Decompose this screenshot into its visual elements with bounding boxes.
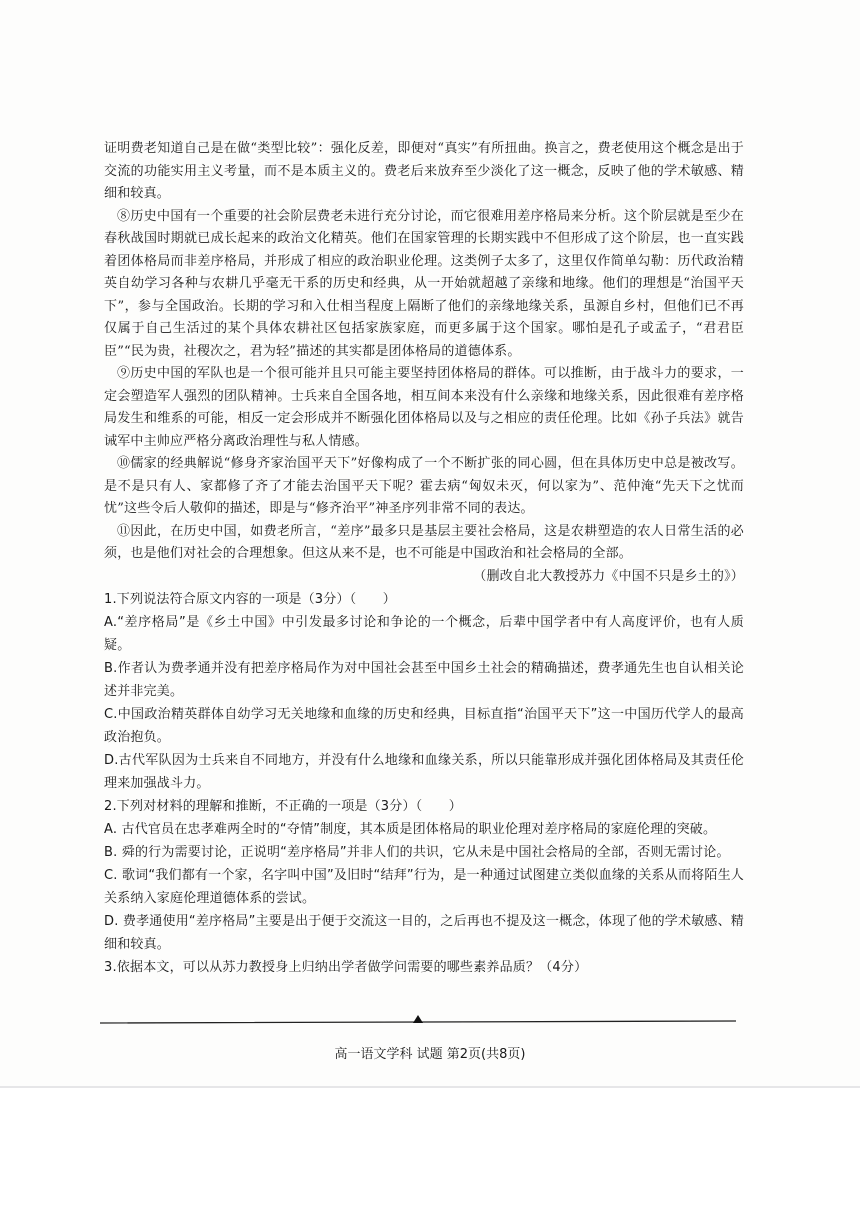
- source-citation: （删改自北大教授苏力《中国不只是乡土的》）: [473, 568, 744, 584]
- page-content: [104, 138, 744, 979]
- question-1-option-c: C.中国政治精英群体自幼学习无关地缘和血缘的历史和经典，目标直指“治国平天下”这一中国历代学人的最高政治抱负。: [104, 707, 744, 745]
- paragraph-10: ⑩儒家的经典解说“修身齐家治国平天下”好像构成了一个不断扩张的同心圆，但在具体历史中总是被改写。是不是只有人、家都修了齐了才能去治国平天下呢？霍去病“匈奴未灭，何以家为”、范仲淹“先天下之忧而忧”这些令后人敬仰的描述，即是与“修齐治平”神圣序列非常不同的表达。: [104, 456, 744, 516]
- question-1-option-a: A.“差序格局”是《乡土中国》中引发最多讨论和争论的一个概念，后辈中国学者中有人高度评价，也有人质疑。: [104, 615, 744, 653]
- question-1-option-b: B.作者认为费孝通并没有把差序格局作为对中国社会甚至中国乡土社会的精确描述，费孝通先生也自认相关论述并非完美。: [104, 661, 744, 699]
- question-2-option-c: C. 歌词“我们都有一个家，名字叫中国”及旧时“结拜”行为，是一种通过试图建立类似血缘的关系从而将陌生人关系纳入家庭伦理道德体系的尝试。: [104, 868, 744, 906]
- page-footer: 高一语文学科 试题 第2页(共8页): [334, 1047, 526, 1062]
- question-1-stem: 1.下列说法符合原文内容的一项是（3分）（ ）: [104, 592, 396, 607]
- question-3-stem: 3.依据本文，可以从苏力教授身上归纳出学者做学问需要的哪些素养品质？（4分）: [104, 960, 588, 975]
- question-2-option-a: A. 古代官员在忠孝难两全时的“夺情”制度，其本质是团体格局的职业伦理对差序格局的家庭伦理的突破。: [104, 822, 717, 837]
- paragraph-continued: 证明费老知道自己是在做“类型比较”：强化反差，即便对“真实”有所扭曲。换言之，费老使用这个概念是出于交流的功能实用主义考量，而不是本质主义的。费老后来放弃至少淡化了这一概念，反映了他的学术敏感、精细和较真。: [104, 141, 744, 201]
- question-2-option-b: B. 舜的行为需要讨论，正说明“差序格局”并非人们的共识，它从未是中国社会格局的全部，否则无需讨论。: [104, 845, 730, 860]
- paragraph-11: ⑪因此，在历史中国，如费老所言，“差序”最多只是基层主要社会格局，这是农耕塑造的农人日常生活的必须，也是他们对社会的合理想象。但这从来不是，也不可能是中国政治和社会格局的全部。: [104, 523, 744, 561]
- scan-edge-divider: [0, 1086, 860, 1088]
- question-2-option-d: D. 费孝通使用“差序格局”主要是出于便于交流这一目的，之后再也不提及这一概念，体现了他的学术敏感、精细和较真。: [104, 914, 744, 952]
- question-2-stem: 2.下列对材料的理解和推断，不正确的一项是（3分）（ ）: [104, 799, 462, 814]
- question-1-option-d: D.古代军队因为士兵来自不同地方，并没有什么地缘和血缘关系，所以只能靠形成并强化团体格局及其责任伦理来加强战斗力。: [104, 753, 744, 791]
- paragraph-8: ⑧历史中国有一个重要的社会阶层费老未进行充分讨论，而它很难用差序格局来分析。这个阶层就是至少在春秋战国时期就已成长起来的政治文化精英。他们在国家管理的长期实践中不但形成了这个阶层，也一直实践着团体格局而非差序格局，并形成了相应的政治职业伦理。这类例子太多了，这里仅作简单勾勒：历代政治精英自幼学习各种与农耕几乎毫无干系的历史和经典，从一开始就超越了亲缘和地缘。他们的理想是“治国平天下”，参与全国政治。长期的学习和入仕相当程度上隔断了他们的亲缘地缘关系，虽源自乡村，但他们已不再仅属于自己生活过的某个具体农耕社区包括家族家庭，而更多属于这个国家。哪怕是孔子或孟子，“君君臣臣”“民为贵，社稷次之，君为轻”描述的其实都是团体格局的道德体系。: [104, 208, 744, 359]
- answer-line: [100, 1015, 736, 1025]
- triangle-marker-icon: [413, 1015, 423, 1023]
- paragraph-9: ⑨历史中国的军队也是一个很可能并且只可能主要坚持团体格局的群体。可以推断，由于战斗力的要求，一定会塑造军人强烈的团队精神。士兵来自全国各地，相互间本来没有什么亲缘和地缘关系，因此很难有差序格局发生和维系的可能，相反一定会形成并不断强化团体格局以及与之相应的责任伦理。比如《孙子兵法》就告诫军中主帅应严格分离政治理性与私人情感。: [104, 366, 744, 449]
